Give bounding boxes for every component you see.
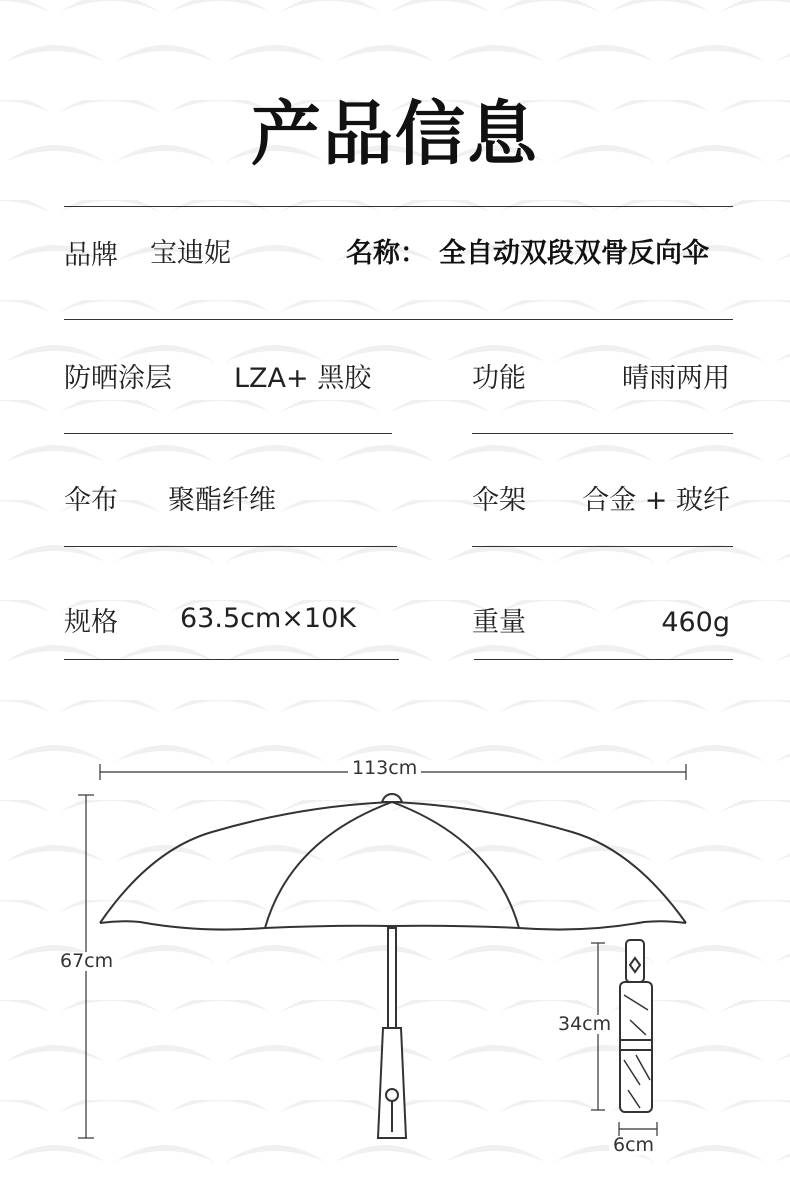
brand-label: 品牌 [64,240,118,271]
frame-label: 伞架 [472,485,526,516]
divider [474,659,733,660]
name-label: 名称： [346,238,427,269]
folded-umbrella-icon [620,940,652,1112]
divider [64,546,397,547]
coating-value: LZA+ 黑胶 [234,363,372,394]
folded-diameter-label: 6cm [609,1136,658,1155]
fabric-value: 聚酯纤维 [168,485,276,516]
weight-value: 460g [661,607,730,638]
brand-value: 宝迪妮 [150,238,231,269]
divider [64,433,392,434]
page-title: 产品信息 [251,93,539,175]
coating-label: 防晒涂层 [64,363,172,394]
weight-label: 重量 [472,607,526,638]
divider [472,546,733,547]
open-height-label: 67cm [56,952,117,971]
function-label: 功能 [472,363,526,394]
function-value: 晴雨两用 [622,363,730,394]
divider [64,319,733,320]
folded-length-label: 34cm [554,1015,615,1034]
divider [64,659,399,660]
frame-value: 合金 + 玻纤 [582,485,730,516]
divider [472,433,733,434]
size-label: 规格 [64,607,118,638]
size-value: 63.5cm×10K [180,603,356,634]
open-width-label: 113cm [348,759,421,778]
name-value: 全自动双段双骨反向伞 [439,238,709,269]
divider [64,206,733,207]
umbrella-dimension-diagram [0,740,790,1190]
fabric-label: 伞布 [64,485,118,516]
